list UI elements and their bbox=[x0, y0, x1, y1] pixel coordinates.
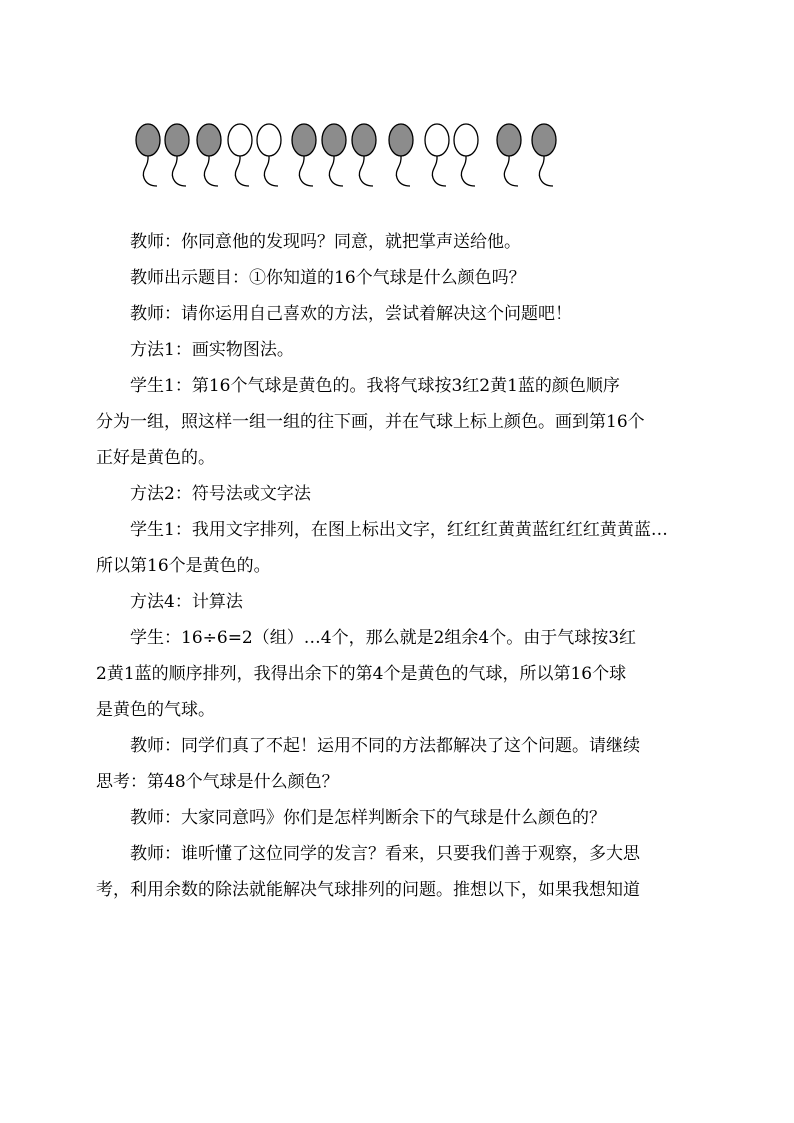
paragraph-5 bbox=[96, 368, 700, 476]
paragraph-line: 思考：第48个气球是什么颜色？ bbox=[96, 772, 339, 792]
balloon-icon bbox=[165, 124, 189, 186]
paragraph-line: 考，利用余数的除法就能解决气球排列的问题。推想以下，如果我想知道 bbox=[96, 880, 640, 900]
paragraph-line: 教师：你同意他的发现吗？同意，就把掌声送给他。 bbox=[130, 232, 521, 252]
document-body bbox=[96, 224, 700, 908]
balloon-icon bbox=[352, 124, 376, 186]
balloon-icon bbox=[389, 124, 413, 186]
paragraph-line: 教师：谁听懂了这位同学的发言？看来，只要我们善于观察，多大思 bbox=[130, 844, 640, 864]
paragraph-6 bbox=[96, 476, 700, 512]
paragraph-10 bbox=[96, 728, 700, 800]
paragraph-line: 方法2：符号法或文字法 bbox=[130, 484, 311, 504]
balloon-icon bbox=[497, 124, 521, 186]
balloon-icon bbox=[197, 124, 221, 186]
paragraph-line: 2黄1蓝的顺序排列，我得出余下的第4个是黄色的气球，所以第16个球 bbox=[96, 664, 627, 684]
paragraph-11 bbox=[96, 800, 700, 836]
balloon-icon bbox=[425, 124, 449, 186]
paragraph-1 bbox=[96, 224, 700, 260]
paragraph-8 bbox=[96, 584, 700, 620]
paragraph-line: 学生1：我用文字排列，在图上标出文字，红红红黄黄蓝红红红黄黄蓝… bbox=[130, 520, 668, 540]
paragraph-line: 学生：16÷6=2（组）…4个，那么就是2组余4个。由于气球按3红 bbox=[130, 628, 637, 648]
balloon-icon bbox=[322, 124, 346, 186]
balloon-icon bbox=[257, 124, 281, 186]
balloon-icon bbox=[228, 124, 252, 186]
paragraph-line: 方法1：画实物图法。 bbox=[130, 340, 294, 360]
paragraph-3 bbox=[96, 296, 700, 332]
paragraph-7 bbox=[96, 512, 700, 584]
paragraph-2 bbox=[96, 260, 700, 296]
paragraph-9 bbox=[96, 620, 700, 728]
paragraph-line: 方法4：计算法 bbox=[130, 592, 243, 612]
paragraph-line: 分为一组，照这样一组一组的往下画，并在气球上标上颜色。画到第16个 bbox=[96, 412, 645, 432]
paragraph-line: 正好是黄色的。 bbox=[96, 448, 215, 468]
paragraph-line: 是黄色的气球。 bbox=[96, 700, 215, 720]
paragraph-line: 教师：请你运用自己喜欢的方法，尝试着解决这个问题吧！ bbox=[130, 304, 572, 324]
balloon-icon bbox=[136, 124, 160, 186]
paragraph-line: 学生1：第16个气球是黄色的。我将气球按3红2黄1蓝的颜色顺序 bbox=[130, 376, 620, 396]
balloon-row-figure bbox=[0, 118, 794, 198]
paragraph-line: 教师：同学们真了不起！运用不同的方法都解决了这个问题。请继续 bbox=[130, 736, 640, 756]
paragraph-line: 教师出示题目：①你知道的16个气球是什么颜色吗？ bbox=[130, 268, 526, 288]
balloon-icon bbox=[292, 124, 316, 186]
paragraph-line: 所以第16个是黄色的。 bbox=[96, 556, 271, 576]
paragraph-4 bbox=[96, 332, 700, 368]
paragraph-12 bbox=[96, 836, 700, 908]
balloon-icon bbox=[532, 124, 556, 186]
balloon-icon bbox=[454, 124, 478, 186]
paragraph-line: 教师：大家同意吗》你们是怎样判断余下的气球是什么颜色的？ bbox=[130, 808, 606, 828]
